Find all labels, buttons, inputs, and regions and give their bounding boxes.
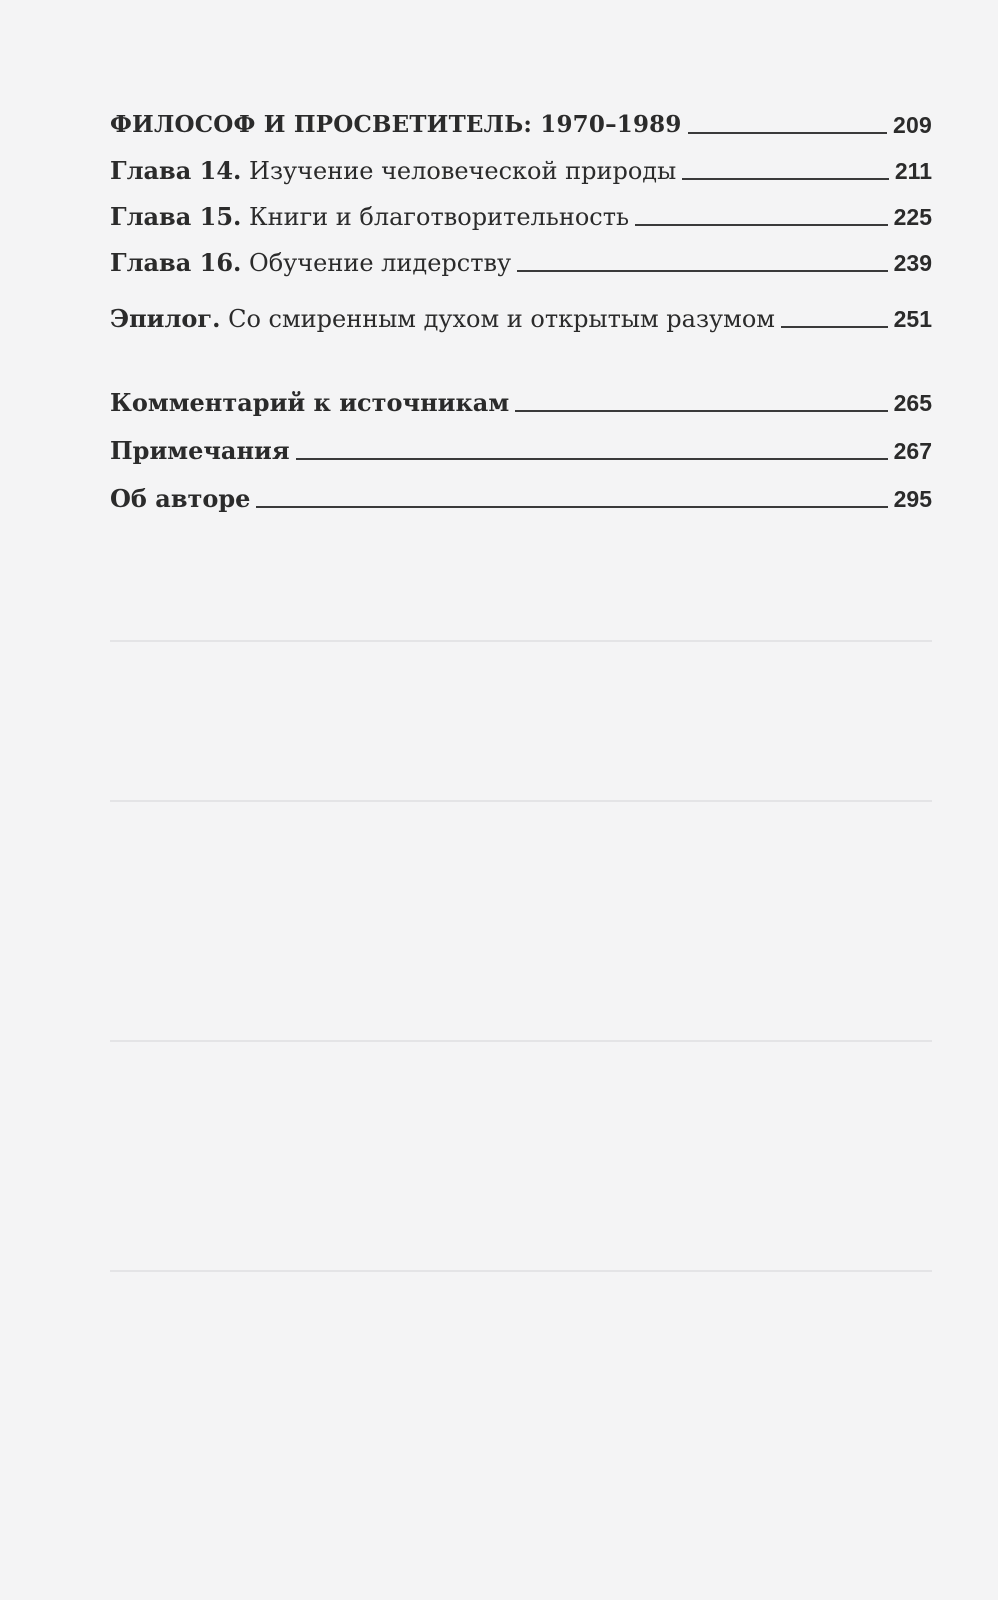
dot-leader	[682, 178, 889, 180]
dot-leader	[688, 132, 887, 134]
dot-leader	[635, 224, 888, 226]
toc-back-matter-entry	[110, 436, 932, 466]
back-matter-title: Примечания	[110, 436, 290, 465]
bleed-through-line	[110, 640, 932, 642]
page-number: 267	[893, 438, 932, 464]
toc-epilogue-entry	[110, 304, 932, 334]
page-number: 251	[893, 306, 932, 332]
toc-chapter-entry	[110, 156, 932, 186]
toc-back-matter-entry	[110, 388, 932, 418]
toc-part-entry	[110, 110, 932, 140]
toc-back-matter-entry	[110, 484, 932, 514]
bleed-through-line	[110, 800, 932, 802]
dot-leader	[296, 458, 888, 460]
page-number: 225	[893, 204, 932, 230]
dot-leader	[781, 326, 888, 328]
bleed-through-line	[110, 1040, 932, 1042]
epilogue-title: Со смиренным духом и открытым разумом	[228, 305, 775, 333]
page-number: 209	[893, 112, 932, 138]
chapter-title: Обучение лидерству	[249, 249, 512, 277]
chapter-title: Книги и благотворительность	[249, 203, 630, 231]
chapter-label: Глава 16.	[110, 248, 242, 277]
chapter-label: Глава 15.	[110, 202, 242, 231]
chapter-label: Глава 14.	[110, 156, 242, 185]
dot-leader	[517, 270, 888, 272]
epilogue-label: Эпилог.	[110, 304, 221, 333]
toc-chapter-entry	[110, 202, 932, 232]
back-matter-title: Об авторе	[110, 484, 251, 513]
chapter-title: Изучение человеческой природы	[249, 157, 677, 185]
page-number: 295	[893, 486, 932, 512]
page-number: 211	[894, 158, 932, 184]
dot-leader	[515, 410, 887, 412]
table-of-contents	[110, 110, 932, 514]
toc-chapter-entry	[110, 248, 932, 278]
part-title: ФИЛОСОФ И ПРОСВЕТИТЕЛЬ: 1970–1989	[110, 111, 682, 138]
back-matter-title: Комментарий к источникам	[110, 388, 510, 417]
dot-leader	[256, 506, 887, 508]
bleed-through-line	[110, 1270, 932, 1272]
page-number: 239	[893, 250, 932, 276]
page-number: 265	[893, 390, 932, 416]
